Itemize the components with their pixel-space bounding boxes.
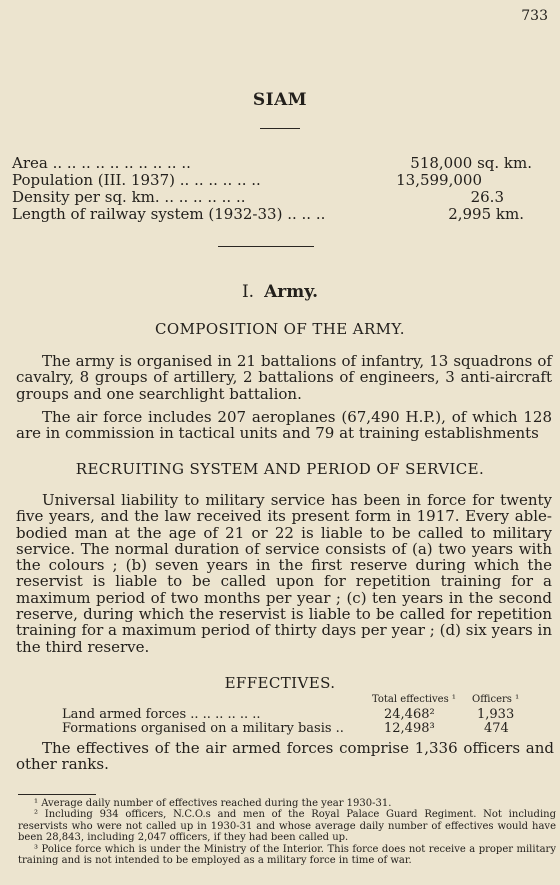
cell-officers: 474 (484, 721, 509, 736)
stat-row-area (12, 155, 542, 172)
page-title: SIAM (252, 90, 308, 110)
composition-paragraph-air-force: The air force includes 207 aeroplanes (67,490 H.P.), of which 128 are in commission in tactical units and 79 at training establishments (16, 408, 552, 443)
stat-value: 13,599,000 (396, 171, 482, 189)
stat-row-railway (12, 206, 542, 223)
stat-label: Population (III. 1937) .. .. .. .. .. .. (12, 171, 261, 189)
footnote-2: ² Including 934 officers, N.C.O.s and men of the Royal Palace Guard Regiment. Not including reservists who were not called up in 1930-31 and whose average daily number of effectives would have been 28,843, including 2,047 officers, if they had been called up. (18, 809, 556, 844)
footnote-rule (18, 794, 96, 795)
stat-label: Length of railway system (1932-33) .. .. .. (12, 205, 326, 223)
stat-label: Area .. .. .. .. .. .. .. .. .. .. (12, 154, 191, 172)
composition-paragraph-army: The army is organised in 21 battalions of infantry, 13 squadrons of cavalry, 8 groups of artillery, 2 battalions of engineers, 3 anti-aircraft groups and one searchlight battalion. (16, 352, 552, 403)
section-heading (0, 282, 560, 302)
country-statistics (12, 155, 542, 223)
column-header-total: Total effectives ¹ (372, 694, 456, 705)
effectives-heading: EFFECTIVES. (224, 674, 336, 692)
stat-value: 26.3 (470, 188, 504, 206)
footnotes (18, 798, 556, 866)
cell-officers: 1,933 (477, 707, 515, 722)
section-name: Army. (264, 282, 319, 302)
column-header-officers: Officers ¹ (472, 694, 520, 705)
stat-value: 2,995 km. (448, 205, 524, 223)
section-number: I. (241, 282, 255, 302)
stat-label: Density per sq. km. .. .. .. .. .. .. (12, 188, 246, 206)
table-row (62, 708, 542, 722)
recruiting-heading: RECRUITING SYSTEM AND PERIOD OF SERVICE. (75, 460, 485, 478)
stat-row-density (12, 189, 542, 206)
row-label: Formations organised on a military basis .. (62, 721, 344, 736)
air-effectives-paragraph: The effectives of the air armed forces comprise 1,336 officers and other ranks. (16, 739, 554, 774)
title-rule (260, 128, 300, 129)
page-number: 733 (521, 8, 548, 24)
footnote-3: ³ Police force which is under the Ministry of the Interior. This force does not receive a proper military training and is not intended to be employed as a military force in time of war. (18, 843, 556, 867)
table-row (62, 722, 542, 736)
effectives-table-header (62, 694, 542, 708)
recruiting-paragraph: Universal liability to military service has been in force for twenty five years, and the law received its present form in 1917. Every able-bodied man at the age of 21 or 22 is liable to be called to military service. The normal duration of service consists of (a) two years with the colours ; (b) seven years in the first reserve during which the reservist is liable to be called upon for repetition training for a maximum period of two months per year ; (c) ten years in the second reserve, during which the reservist is liable to be called for repetition training for a maximum period of thirty days per year ; (d) six years in the third reserve. (16, 491, 552, 656)
footnote-1: ¹ Average daily number of effectives reached during the year 1930-31. (34, 798, 392, 809)
cell-total: 12,498³ (384, 721, 435, 736)
stats-rule (218, 246, 314, 247)
effectives-table (62, 694, 542, 736)
stat-row-population (12, 172, 542, 189)
composition-heading: COMPOSITION OF THE ARMY. (155, 320, 405, 338)
stat-value: 518,000 sq. km. (410, 154, 532, 172)
cell-total: 24,468² (384, 707, 435, 722)
row-label: Land armed forces .. .. .. .. .. .. (62, 707, 261, 722)
